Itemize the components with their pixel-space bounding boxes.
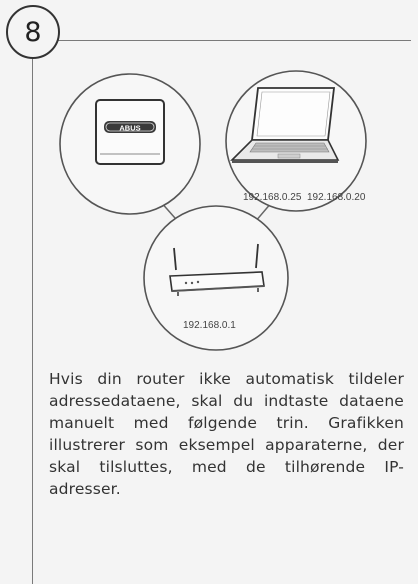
- instruction-text: Hvis din router ikke automatisk tildeler adressedataene, skal du indtaste dataene manuelt med følgende trin. Grafikken illustrerer som eksempel apparaterne, der skal tilsluttes, med de tilhørende IP-adresser.: [49, 370, 404, 498]
- recorder-node: [60, 74, 200, 214]
- laptop-ip-label-b: 192.168.0.20: [307, 192, 366, 203]
- laptop-ip-label-a: 192.168.0.25: [243, 192, 302, 203]
- step-number: 8: [24, 16, 42, 48]
- laptop-node: [226, 71, 366, 211]
- router-ip-label: 192.168.0.1: [183, 320, 236, 331]
- recorder-brand-logo: ABUS: [119, 123, 141, 133]
